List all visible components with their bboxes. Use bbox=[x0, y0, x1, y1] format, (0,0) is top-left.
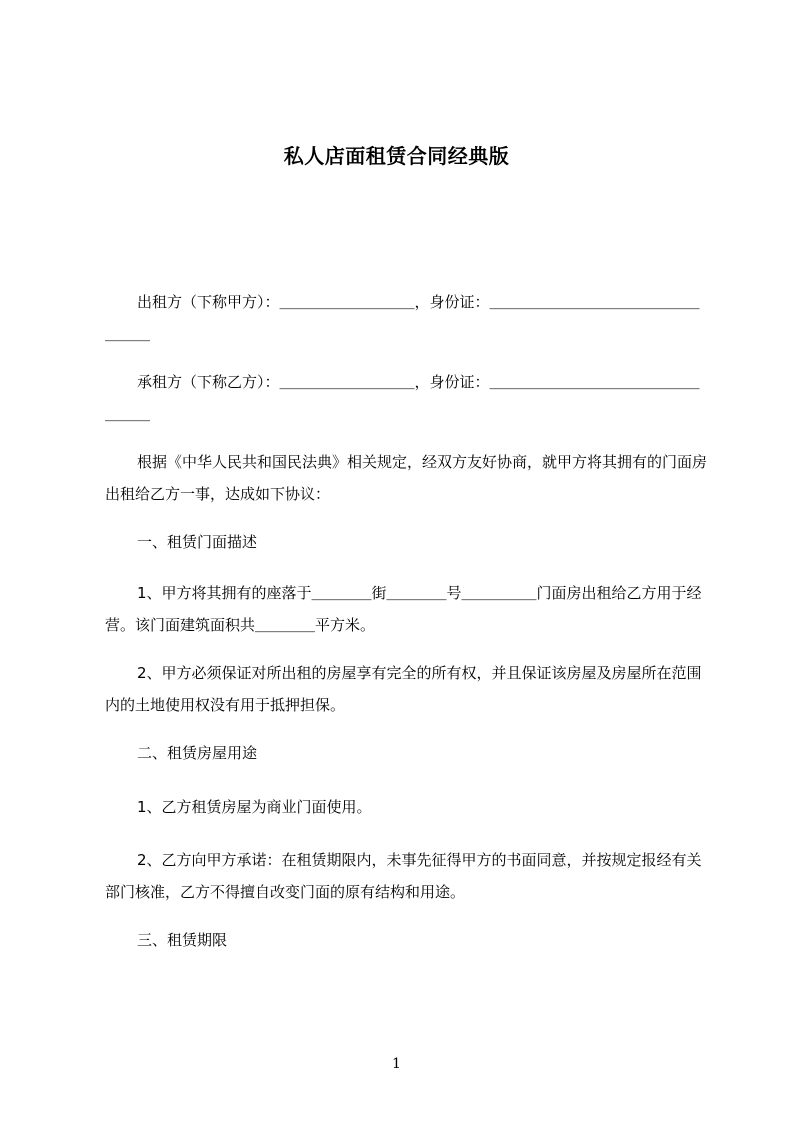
section-heading-2 bbox=[105, 737, 711, 769]
clause-2-1-text: 1、乙方租赁房屋为商业门面使用。 bbox=[137, 798, 372, 816]
preamble-text: 根据《中华人民共和国民法典》相关规定，经双方友好协商，就甲方将其拥有的门面房出租给乙方一事，达成如下协议： bbox=[105, 453, 708, 503]
preamble-paragraph bbox=[105, 446, 711, 510]
section-heading-3 bbox=[105, 924, 711, 956]
page-number: 1 bbox=[392, 1056, 401, 1072]
clause-2-1 bbox=[105, 791, 711, 823]
clause-1-2 bbox=[105, 657, 711, 721]
clause-2-2-text: 2、乙方向甲方承诺：在租赁期限内，未事先征得甲方的书面同意，并按规定报经有关部门核准，乙方不得擅自改变门面的原有结构和用途。 bbox=[105, 851, 702, 901]
clause-1-1-text: 1、甲方将其拥有的座落于＿＿＿＿街＿＿＿＿号＿＿＿＿＿门面房出租给乙方用于经营。该门面建筑面积共＿＿＿＿平方米。 bbox=[105, 584, 702, 634]
clause-2-2 bbox=[105, 844, 711, 908]
lessee-line bbox=[105, 366, 711, 430]
section-heading-3-text: 三、租赁期限 bbox=[137, 931, 228, 949]
lessor-line bbox=[105, 286, 711, 350]
lessor-text: 出租方（下称甲方）：＿＿＿＿＿＿＿＿＿，身份证：＿＿＿＿＿＿＿＿＿＿＿＿＿＿＿＿＿ bbox=[105, 293, 700, 343]
document-title: 私人店面租赁合同经典版 bbox=[283, 144, 510, 168]
clause-1-2-text: 2、甲方必须保证对所出租的房屋享有完全的所有权，并且保证该房屋及房屋所在范围内的土地使用权没有用于抵押担保。 bbox=[105, 664, 702, 714]
section-heading-1 bbox=[105, 526, 711, 558]
section-heading-2-text: 二、租赁房屋用途 bbox=[137, 744, 258, 762]
lessee-text: 承租方（下称乙方）：＿＿＿＿＿＿＿＿＿，身份证：＿＿＿＿＿＿＿＿＿＿＿＿＿＿＿＿＿ bbox=[105, 373, 700, 423]
clause-1-1 bbox=[105, 577, 711, 641]
section-heading-1-text: 一、租赁门面描述 bbox=[137, 533, 258, 551]
